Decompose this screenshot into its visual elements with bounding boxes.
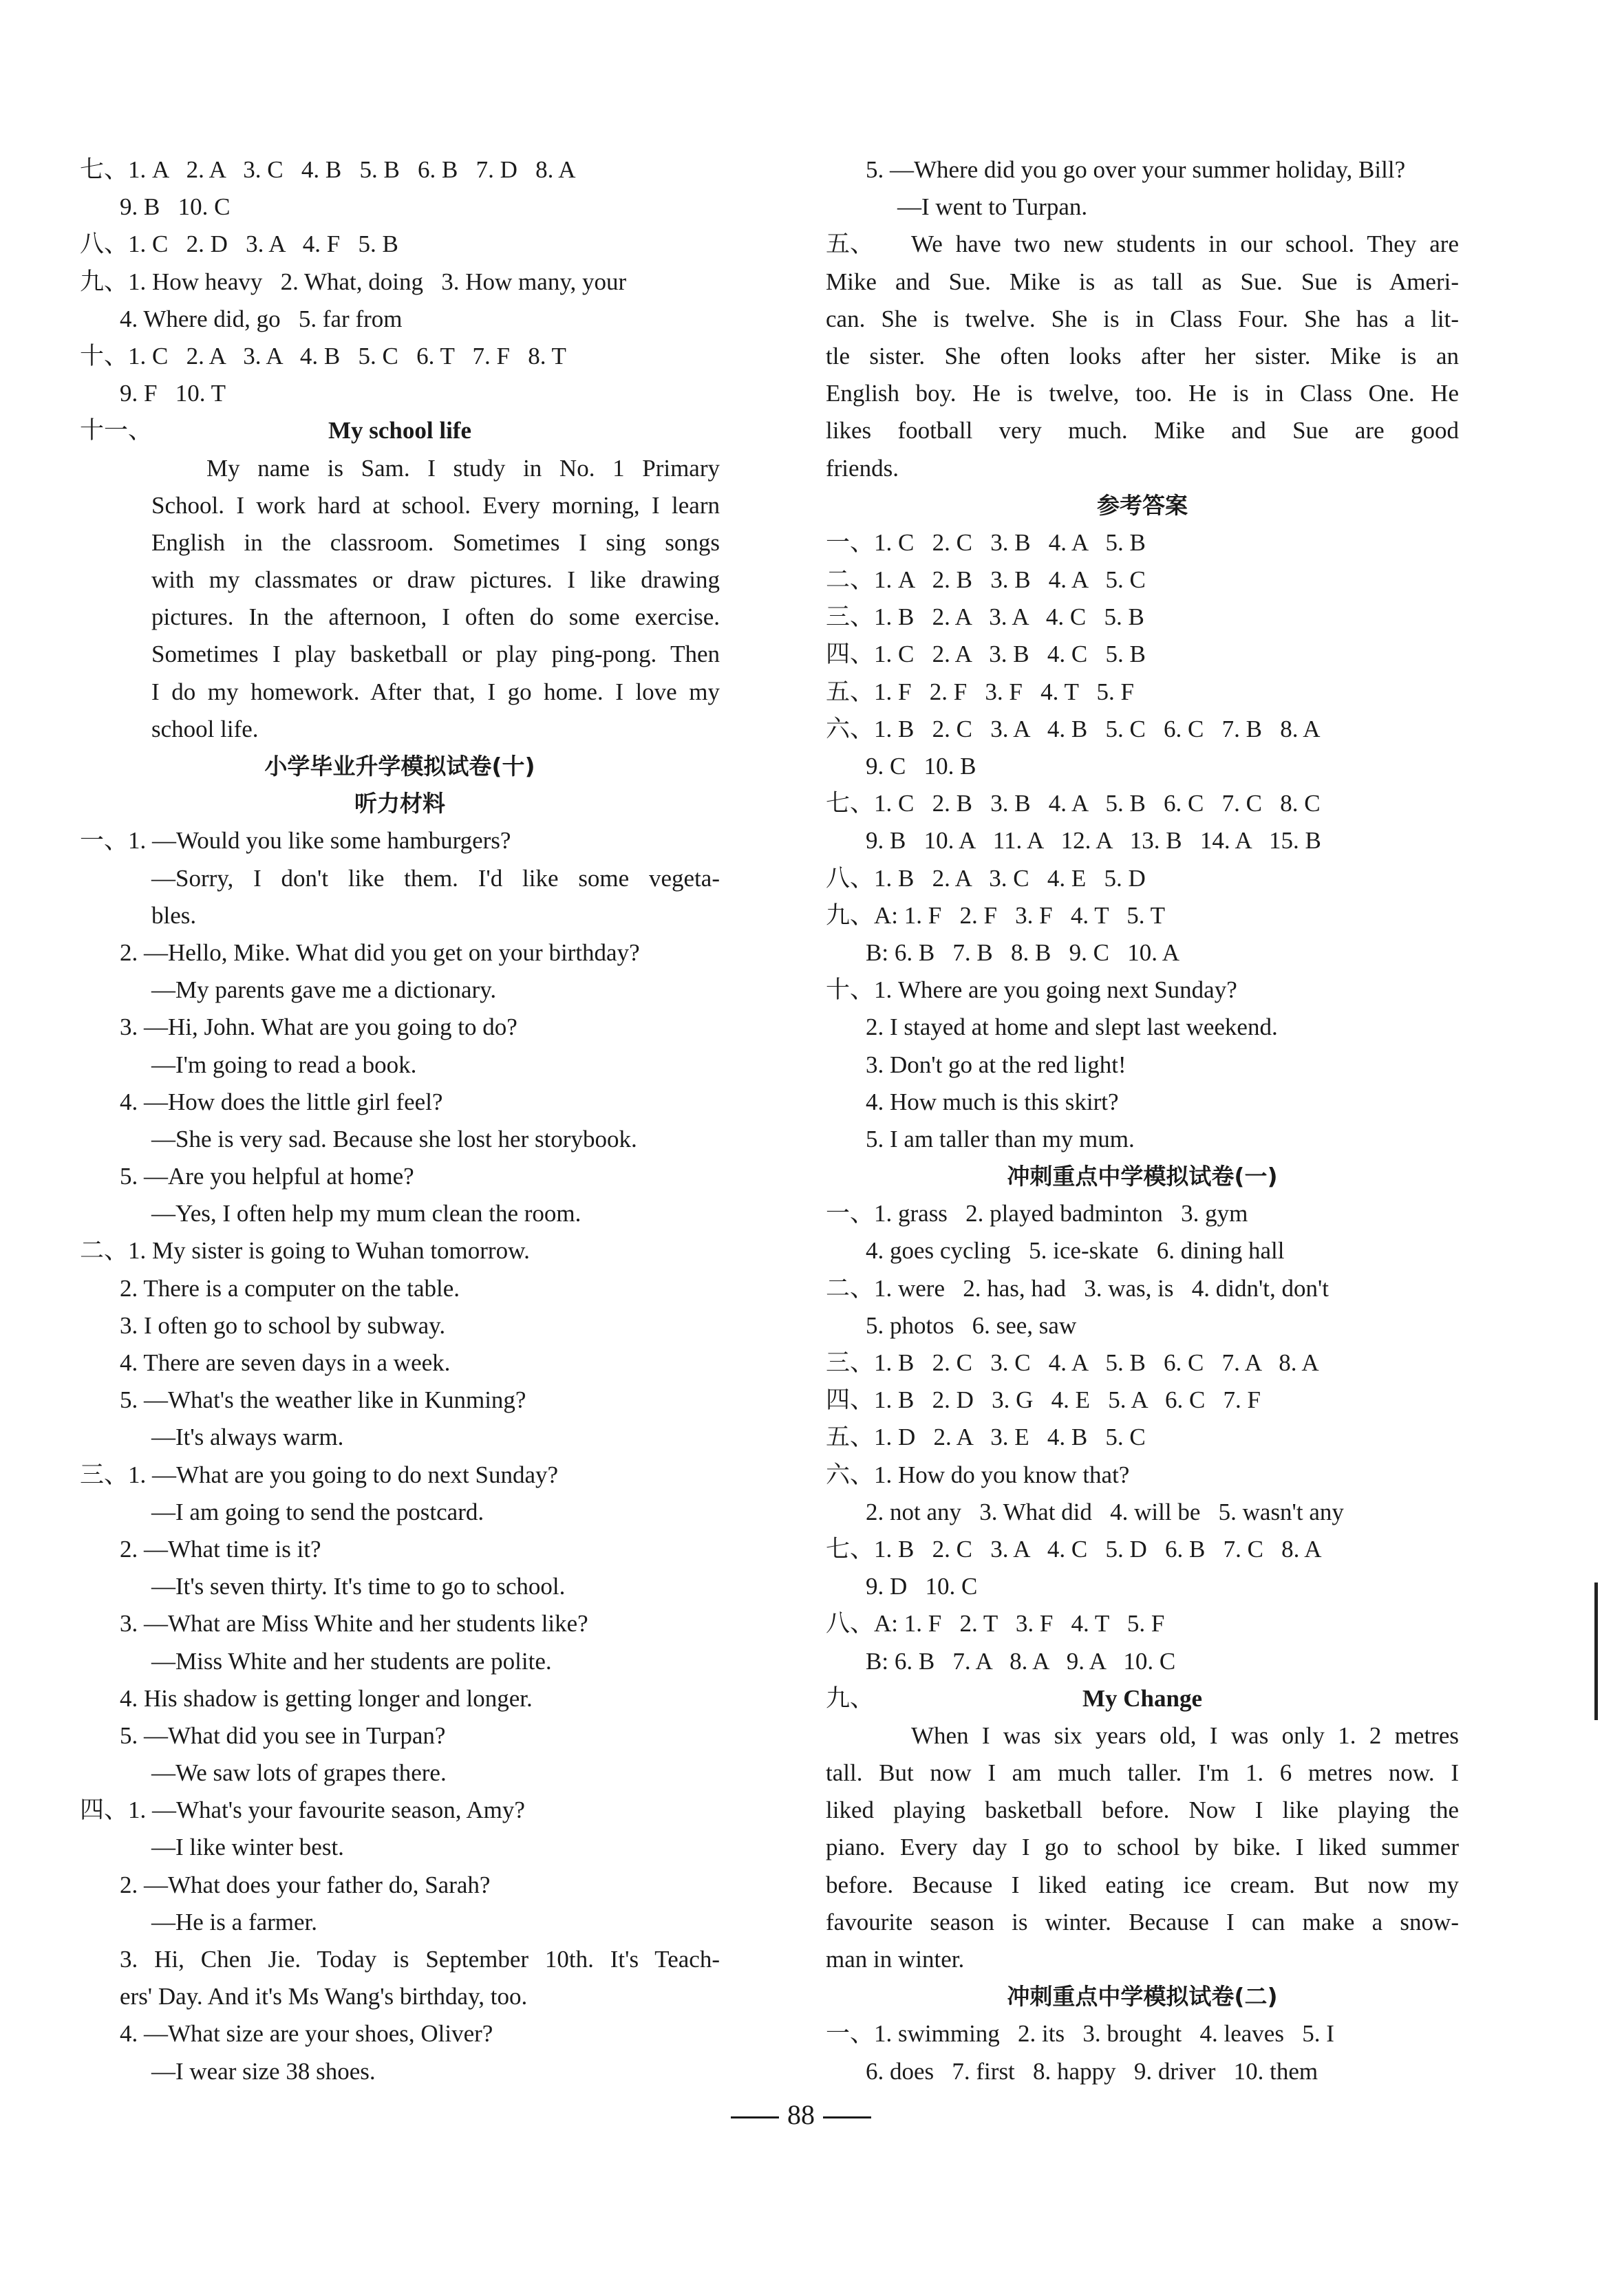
answer-line: 9. D 10. C bbox=[866, 1573, 978, 1600]
answer-line: —My parents gave me a dictionary. bbox=[151, 976, 497, 1004]
paragraph-line: English boy. He is twelve, too. He is in Class One. He bbox=[826, 380, 1459, 407]
answer-line: B: 6. B 7. B 8. B 9. C 10. A bbox=[866, 938, 1180, 966]
paragraph-line: My name is Sam. I study in No. 1 Primary bbox=[206, 454, 720, 482]
answer-line: bles. bbox=[151, 901, 197, 929]
answer-line: 5. —Where did you go over your summer holiday, Bill? bbox=[866, 156, 1406, 183]
answer-line: 八、A: 1. F 2. T 3. F 4. T 5. F bbox=[826, 1610, 1165, 1638]
page-footer bbox=[0, 2099, 1602, 2131]
essay-title: My Change bbox=[1082, 1684, 1203, 1712]
answer-line: 3. I often go to school by subway. bbox=[120, 1311, 446, 1339]
answer-line: 9. B 10. A 11. A 12. A 13. B 14. A 15. B bbox=[866, 827, 1321, 855]
answer-line: 3. —What are Miss White and her students like? bbox=[120, 1610, 588, 1638]
answer-line: 9. B 10. C bbox=[120, 193, 231, 221]
answer-line: 七、1. A 2. A 3. C 4. B 5. B 6. B 7. D 8. A bbox=[80, 156, 576, 183]
paragraph-line: before. Because I liked eating ice cream. But now my bbox=[826, 1871, 1459, 1898]
answer-line: 2. —What time is it? bbox=[120, 1535, 321, 1563]
left-column bbox=[80, 151, 720, 2090]
paragraph-line: man in winter. bbox=[826, 1946, 965, 1973]
essay-title: My school life bbox=[328, 417, 472, 444]
answer-line: 2. There is a computer on the table. bbox=[120, 1274, 460, 1302]
answer-line: —Yes, I often help my mum clean the room. bbox=[151, 1200, 581, 1227]
answer-line: 2. I stayed at home and slept last weekend. bbox=[866, 1013, 1278, 1041]
section-label: 十一、 bbox=[80, 417, 153, 444]
answer-line: B: 6. B 7. A 8. A 9. A 10. C bbox=[866, 1647, 1176, 1675]
answer-line: 一、1. C 2. C 3. B 4. A 5. B bbox=[826, 528, 1146, 556]
answer-line: —I wear size 38 shoes. bbox=[151, 2057, 376, 2085]
right-column bbox=[826, 151, 1459, 2090]
answer-line: 一、1. —Would you like some hamburgers? bbox=[80, 827, 511, 855]
answer-line: 五、1. F 2. F 3. F 4. T 5. F bbox=[826, 678, 1134, 705]
answer-line: —I'm going to read a book. bbox=[151, 1051, 417, 1078]
answer-line: 5. —Are you helpful at home? bbox=[120, 1163, 414, 1190]
section-heading: 冲刺重点中学模拟试卷(一) bbox=[1007, 1163, 1278, 1190]
answer-line: —Miss White and her students are polite. bbox=[151, 1647, 552, 1675]
answer-line: 九、A: 1. F 2. F 3. F 4. T 5. T bbox=[826, 901, 1166, 929]
paragraph-line: English in the classroom. Sometimes I sing songs bbox=[151, 528, 720, 556]
paragraph-line: can. She is twelve. She is in Class Four. She has a lit- bbox=[826, 305, 1459, 332]
paragraph-line: piano. Every day I go to school by bike. I liked summer bbox=[826, 1834, 1459, 1861]
answer-line: 二、1. were 2. has, had 3. was, is 4. didn't, don't bbox=[826, 1274, 1329, 1302]
answer-line: 七、1. B 2. C 3. A 4. C 5. D 6. B 7. C 8. A bbox=[826, 1535, 1322, 1563]
section-title-line bbox=[826, 1680, 1459, 1717]
answer-line: 八、1. B 2. A 3. C 4. E 5. D bbox=[826, 864, 1146, 892]
paragraph-line: likes football very much. Mike and Sue are good bbox=[826, 417, 1459, 444]
answer-line: 6. does 7. first 8. happy 9. driver 10. them bbox=[866, 2057, 1318, 2085]
answer-line: 4. How much is this skirt? bbox=[866, 1088, 1119, 1115]
answer-line: 4. His shadow is getting longer and longer. bbox=[120, 1684, 533, 1712]
paragraph-line: tall. But now I am much taller. I'm 1. 6 metres now. I bbox=[826, 1759, 1459, 1787]
answer-line: —It's always warm. bbox=[151, 1424, 344, 1451]
answer-line: 九、1. How heavy 2. What, doing 3. How many, your bbox=[80, 268, 627, 295]
answer-line: 八、1. C 2. D 3. A 4. F 5. B bbox=[80, 230, 398, 258]
answer-line: 4. goes cycling 5. ice-skate 6. dining hall bbox=[866, 1237, 1285, 1265]
paragraph-line: liked playing basketball before. Now I like playing the bbox=[826, 1796, 1459, 1824]
answer-line: 四、1. B 2. D 3. G 4. E 5. A 6. C 7. F bbox=[826, 1386, 1261, 1414]
answer-line: 5. I am taller than my mum. bbox=[866, 1125, 1135, 1152]
answer-line: 4. —How does the little girl feel? bbox=[120, 1088, 443, 1115]
answer-line: —We saw lots of grapes there. bbox=[151, 1759, 447, 1787]
answer-line: 三、1. B 2. C 3. C 4. A 5. B 6. C 7. A 8. A bbox=[826, 1349, 1319, 1376]
answer-line: ers' Day. And it's Ms Wang's birthday, too. bbox=[120, 1983, 528, 2010]
answer-line: —I went to Turpan. bbox=[897, 193, 1088, 221]
answer-line: 4. Where did, go 5. far from bbox=[120, 305, 403, 332]
paragraph-line: 五、 We have two new students in our school. They are bbox=[826, 226, 1459, 263]
answer-line: 三、1. B 2. A 3. A 4. C 5. B bbox=[826, 603, 1144, 631]
answer-line: 六、1. How do you know that? bbox=[826, 1461, 1130, 1488]
answer-line: —Sorry, I don't like them. I'd like some vegeta- bbox=[151, 864, 720, 892]
answer-line: 5. —What's the weather like in Kunming? bbox=[120, 1386, 526, 1414]
footer-dash-left bbox=[731, 2116, 779, 2118]
answer-line: 四、1. C 2. A 3. B 4. C 5. B bbox=[826, 641, 1146, 668]
answer-line: 3. Hi, Chen Jie. Today is September 10th. It's Teach- bbox=[120, 1946, 720, 1973]
answer-line: —She is very sad. Because she lost her storybook. bbox=[151, 1125, 637, 1152]
paragraph-line: tle sister. She often looks after her sister. Mike is an bbox=[826, 342, 1459, 369]
section-heading: 听力材料 bbox=[354, 790, 445, 817]
answer-line: 一、1. grass 2. played badminton 3. gym bbox=[826, 1200, 1248, 1227]
answer-line: —He is a farmer. bbox=[151, 1908, 318, 1935]
answer-line: 二、1. My sister is going to Wuhan tomorrow. bbox=[80, 1237, 530, 1265]
answer-line: 9. F 10. T bbox=[120, 380, 226, 407]
answer-line: 3. —Hi, John. What are you going to do? bbox=[120, 1013, 517, 1041]
answer-line: 5. —What did you see in Turpan? bbox=[120, 1721, 446, 1749]
answer-line: 五、1. D 2. A 3. E 4. B 5. C bbox=[826, 1424, 1146, 1451]
answer-line: 3. Don't go at the red light! bbox=[866, 1051, 1126, 1078]
answer-line: 2. —What does your father do, Sarah? bbox=[120, 1871, 491, 1898]
answer-line: 二、1. A 2. B 3. B 4. A 5. C bbox=[826, 566, 1146, 594]
section-label: 九、 bbox=[826, 1684, 875, 1712]
section-title-line bbox=[80, 412, 720, 449]
answer-line: —I am going to send the postcard. bbox=[151, 1498, 484, 1525]
paragraph-line: with my classmates or draw pictures. I like drawing bbox=[151, 566, 720, 594]
paragraph-line: School. I work hard at school. Every morning, I learn bbox=[151, 491, 720, 519]
answer-line: 4. There are seven days in a week. bbox=[120, 1349, 451, 1376]
scan-edge-mark bbox=[1594, 1582, 1598, 1720]
paragraph-line: Mike and Sue. Mike is as tall as Sue. Sue is Ameri- bbox=[826, 268, 1459, 295]
section-heading: 参考答案 bbox=[1097, 491, 1188, 519]
answer-line: 十、1. C 2. A 3. A 4. B 5. C 6. T 7. F 8. T bbox=[80, 342, 566, 369]
answer-line: 三、1. —What are you going to do next Sunday? bbox=[80, 1461, 559, 1488]
answer-line: 5. photos 6. see, saw bbox=[866, 1311, 1077, 1339]
section-heading: 小学毕业升学模拟试卷(十) bbox=[264, 753, 535, 780]
page-number: 88 bbox=[787, 2099, 815, 2130]
answer-line: 4. —What size are your shoes, Oliver? bbox=[120, 2020, 493, 2048]
answer-line: 一、1. swimming 2. its 3. brought 4. leaves 5. I bbox=[826, 2020, 1334, 2048]
paragraph-line: friends. bbox=[826, 454, 899, 482]
answer-line: 9. C 10. B bbox=[866, 753, 976, 780]
answer-line: 七、1. C 2. B 3. B 4. A 5. B 6. C 7. C 8. C bbox=[826, 790, 1321, 817]
answer-line: 2. not any 3. What did 4. will be 5. wasn't any bbox=[866, 1498, 1344, 1525]
paragraph-line: Sometimes I play basketball or play ping-pong. Then bbox=[151, 641, 720, 668]
answer-line: —It's seven thirty. It's time to go to school. bbox=[151, 1573, 566, 1600]
section-heading: 冲刺重点中学模拟试卷(二) bbox=[1007, 1983, 1278, 2010]
answer-line: 六、1. B 2. C 3. A 4. B 5. C 6. C 7. B 8. A bbox=[826, 715, 1321, 742]
section-label: 五、 bbox=[826, 230, 875, 258]
paragraph-line: I do my homework. After that, I go home. I love my bbox=[151, 678, 720, 705]
paragraph-line: favourite season is winter. Because I can make a snow- bbox=[826, 1908, 1459, 1935]
answer-line: 2. —Hello, Mike. What did you get on your birthday? bbox=[120, 938, 640, 966]
paragraph-line: pictures. In the afternoon, I often do some exercise. bbox=[151, 603, 720, 631]
paragraph-line: When I was six years old, I was only 1. 2 metres bbox=[911, 1721, 1459, 1749]
paragraph-line: school life. bbox=[151, 715, 259, 742]
footer-dash-right bbox=[823, 2116, 871, 2118]
answer-line: 十、1. Where are you going next Sunday? bbox=[826, 976, 1237, 1004]
answer-line: —I like winter best. bbox=[151, 1834, 344, 1861]
answer-line: 四、1. —What's your favourite season, Amy? bbox=[80, 1796, 525, 1824]
